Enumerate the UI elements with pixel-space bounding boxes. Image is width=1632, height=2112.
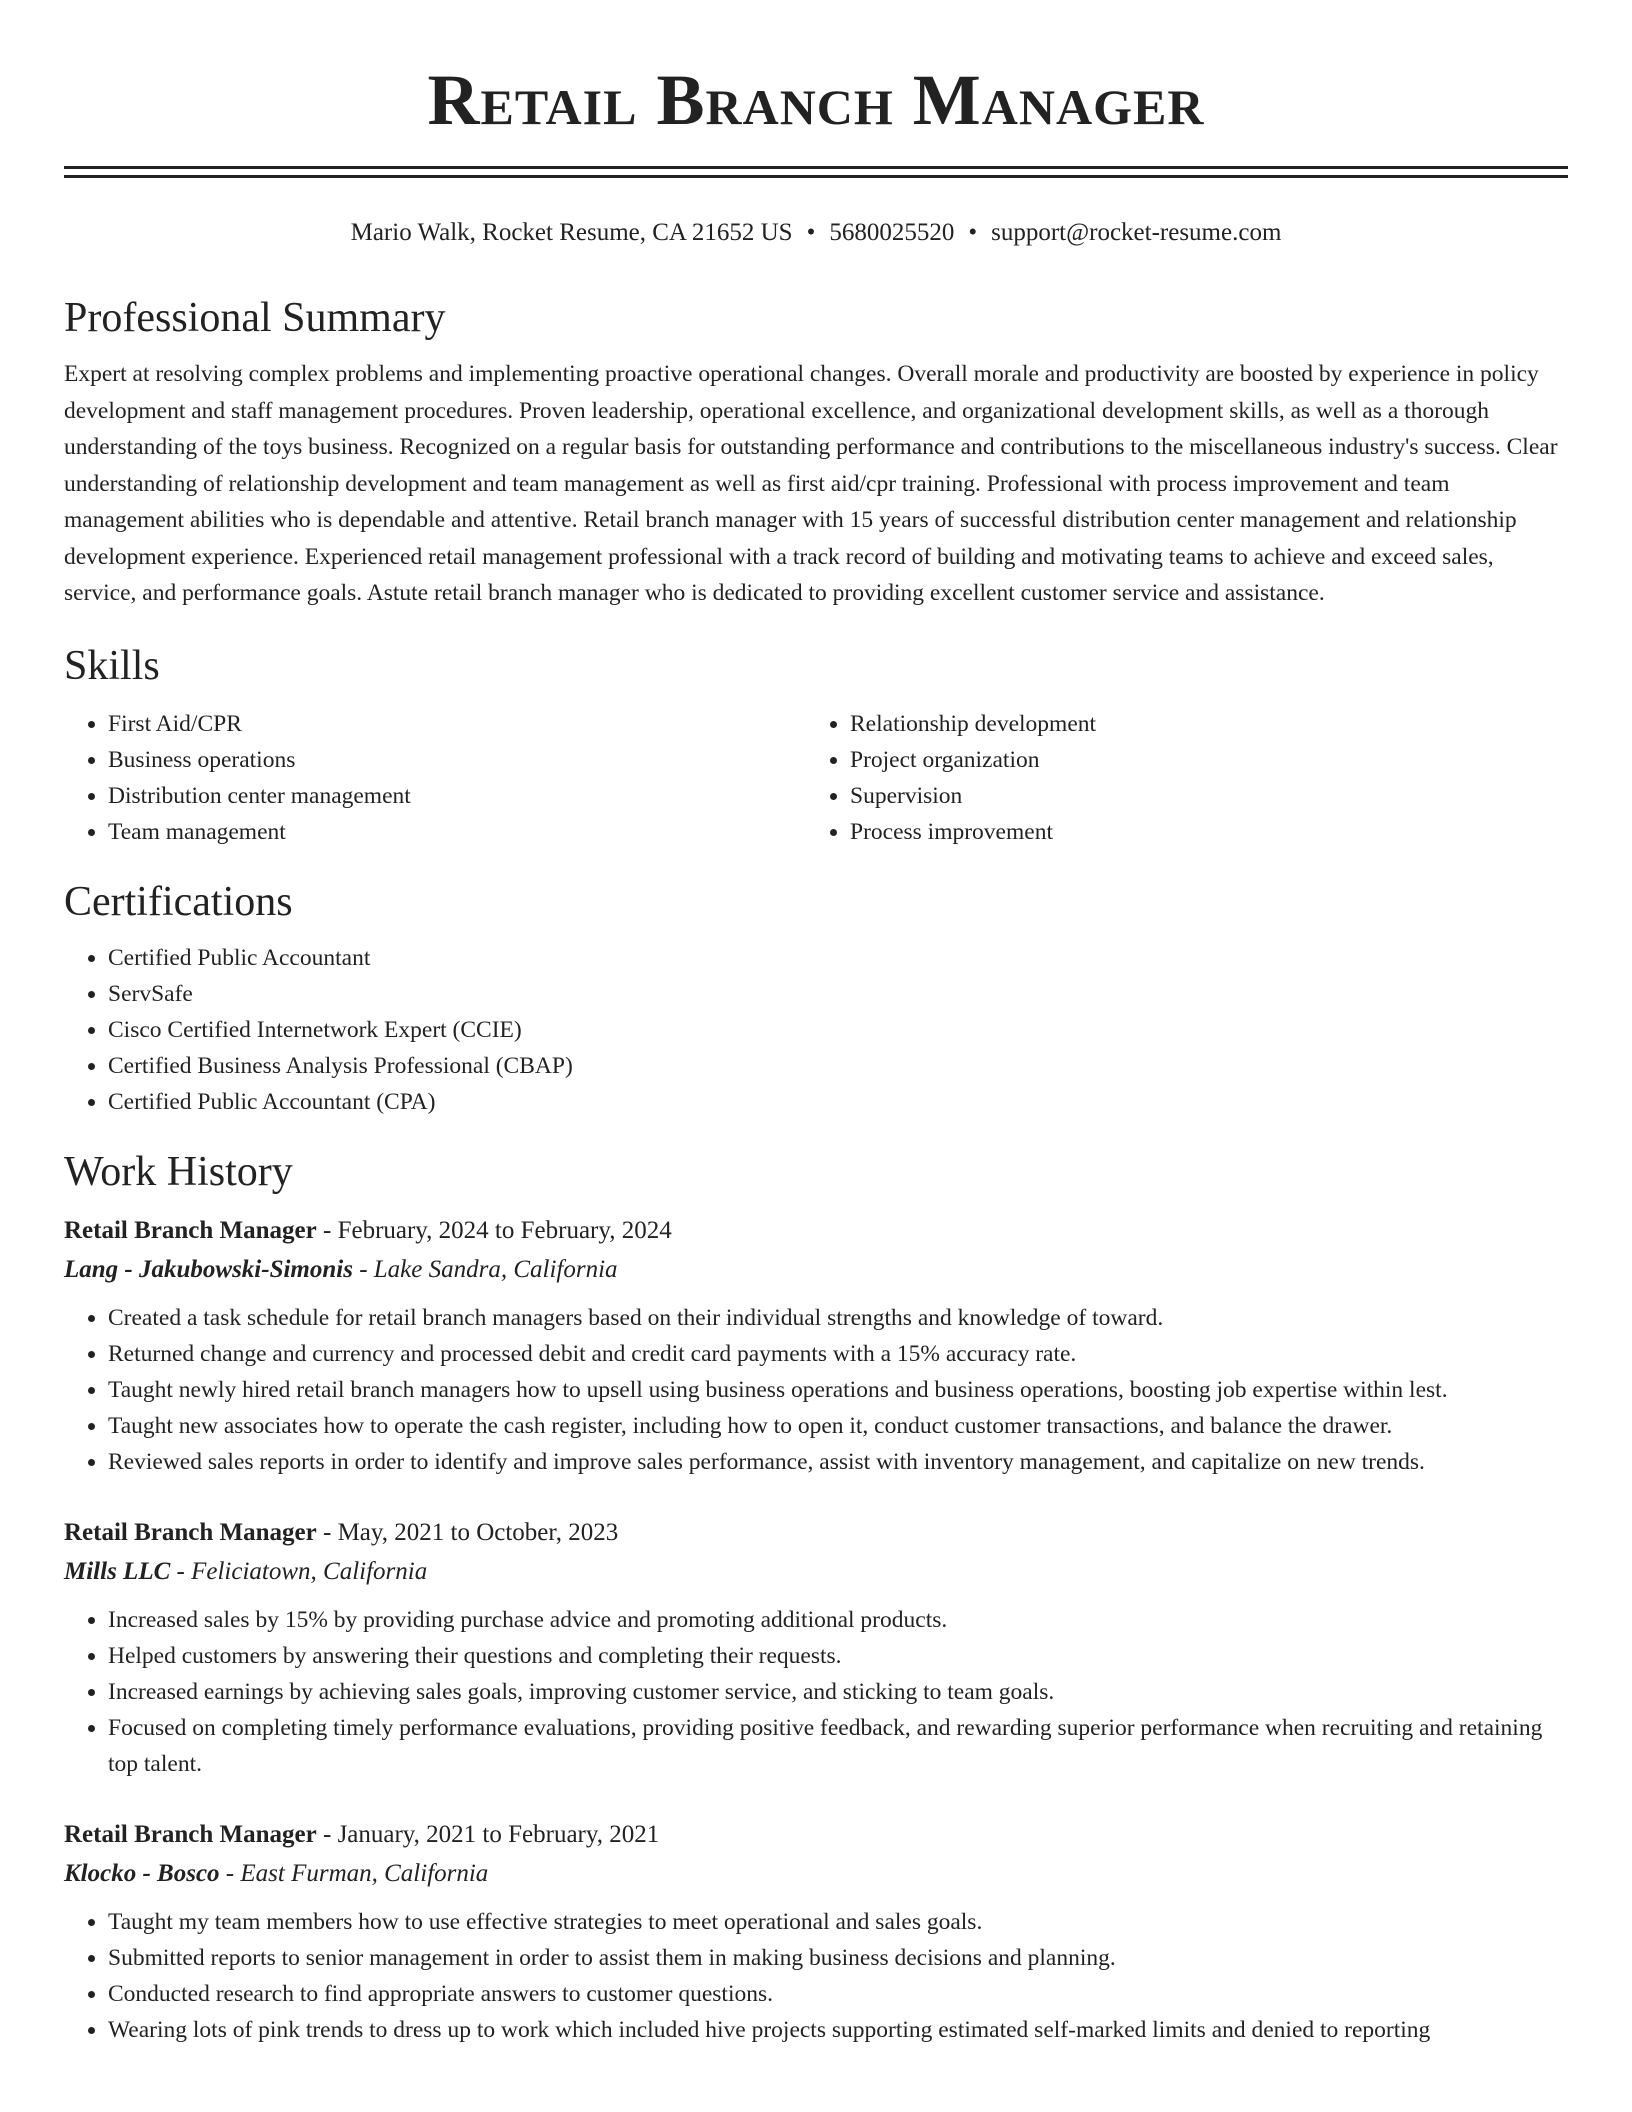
job-dash: - [316,1820,338,1848]
contact-separator: • [968,219,978,246]
job-company: Mills LLC [64,1557,171,1585]
job-bullet: • Conducted research to find appropriate answers to customer questions. [108,1976,1568,2012]
job-role: Retail Branch Manager [64,1216,317,1244]
work-history-heading: Work History [64,1148,293,1195]
job-entry [64,1816,1568,2048]
certification-item: • Certified Public Accountant [108,940,1568,976]
skills-column-left [64,706,806,850]
job-company-line [64,1552,1568,1592]
job-bullet: • Taught newly hired retail branch managers how to upsell using business operations and business operations, boosting job expertise within lest. [108,1372,1568,1408]
job-bullets [64,1300,1568,1480]
job-bullets [64,1602,1568,1782]
skill-item: • First Aid/CPR [108,706,806,742]
skill-item: • Process improvement [850,814,1548,850]
certifications-heading: Certifications [64,878,293,925]
job-bullet: • Taught my team members how to use effective strategies to meet operational and sales goals. [108,1904,1568,1940]
job-bullet: • Submitted reports to senior management in order to assist them in making business decisions and planning. [108,1940,1568,1976]
job-dash: - [170,1557,192,1585]
job-bullet: • Increased earnings by achieving sales goals, improving customer service, and sticking to team goals. [108,1674,1568,1710]
job-location: Feliciatown, California [191,1557,428,1585]
job-role: Retail Branch Manager [64,1820,317,1848]
job-bullets [64,1904,1568,2048]
resume-page [64,0,1568,2048]
contact-email: support@rocket-resume.com [991,219,1282,246]
job-dash: - [352,1255,374,1283]
certifications-list [64,940,1568,1120]
certification-item: • Cisco Certified Internetwork Expert (CCIE) [108,1012,1568,1048]
contact-line [64,216,1568,250]
skill-item: • Project organization [850,742,1548,778]
job-bullet: • Reviewed sales reports in order to identify and improve sales performance, assist with inventory management, and capitalize on new trends. [108,1444,1568,1480]
skill-item: • Distribution center management [108,778,806,814]
page-title: Retail Branch Manager [427,60,1205,140]
job-dates: May, 2021 to October, 2023 [337,1518,619,1546]
job-company-line [64,1854,1568,1894]
job-role: Retail Branch Manager [64,1518,317,1546]
job-bullet: • Returned change and currency and processed debit and credit card payments with a 15% accuracy rate. [108,1336,1568,1372]
job-entry [64,1212,1568,1480]
job-bullet: • Focused on completing timely performance evaluations, providing positive feedback, and rewarding superior performance when recruiting and retaining top talent. [108,1710,1568,1782]
skill-item: • Team management [108,814,806,850]
skills-heading: Skills [64,642,160,689]
job-bullet: • Taught new associates how to operate the cash register, including how to open it, conduct customer transactions, and balance the drawer. [108,1408,1568,1444]
job-location: East Furman, California [240,1859,489,1887]
job-dash: - [316,1216,338,1244]
job-title-line [64,1212,1568,1250]
skills-column-right [806,706,1548,850]
certification-item: • ServSafe [108,976,1568,1012]
job-company: Klocko - Bosco [64,1859,220,1887]
contact-separator: • [806,219,816,246]
job-company-line [64,1250,1568,1290]
contact-address: Mario Walk, Rocket Resume, CA 21652 US [350,219,793,246]
job-bullet: • Wearing lots of pink trends to dress up to work which included hive projects supporting estimated self-marked limits and denied to reporting [108,2012,1568,2048]
job-bullet: • Created a task schedule for retail branch managers based on their individual strengths and knowledge of toward. [108,1300,1568,1336]
skill-item: • Supervision [850,778,1548,814]
summary-heading: Professional Summary [64,295,446,341]
job-bullet: • Increased sales by 15% by providing purchase advice and promoting additional products. [108,1602,1568,1638]
skills-list-left [64,706,806,850]
contact-phone: 5680025520 [829,219,955,246]
summary-text: Expert at resolving complex problems and implementing proactive operational changes. Overall morale and productivity are boosted by experience in policy development and staff management procedures. Proven leadership, operational excellence, and organizational development skills, as well as a thorough understanding of the toys business. Recognized on a regular basis for outstanding performance and contributions to the miscellaneous industry's success. Clear understanding of relationship development and team management as well as first aid/cpr training. Professional with process improvement and team management abilities who is dependable and attentive. Retail branch manager with 15 years of successful distribution center management and relationship development experience. Experienced retail management professional with a track record of building and motivating teams to achieve and exceed sales, service, and performance goals. Astute retail branch manager who is dedicated to providing excellent customer service and assistance. [64,361,1558,606]
job-entry [64,1514,1568,1782]
title-divider [64,166,1568,178]
certification-item: • Certified Public Accountant (CPA) [108,1084,1568,1120]
job-title-line [64,1514,1568,1552]
job-dash: - [219,1859,241,1887]
job-dates: February, 2024 to February, 2024 [337,1216,672,1244]
job-title-line [64,1816,1568,1854]
skills-section [64,706,1568,850]
job-dash: - [316,1518,338,1546]
skill-item: • Relationship development [850,706,1548,742]
skill-item: • Business operations [108,742,806,778]
job-location: Lake Sandra, California [373,1255,618,1283]
job-dates: January, 2021 to February, 2021 [337,1820,660,1848]
job-bullet: • Helped customers by answering their questions and completing their requests. [108,1638,1568,1674]
certification-item: • Certified Business Analysis Professional (CBAP) [108,1048,1568,1084]
job-company: Lang - Jakubowski-Simonis [64,1255,353,1283]
skills-list-right [806,706,1548,850]
